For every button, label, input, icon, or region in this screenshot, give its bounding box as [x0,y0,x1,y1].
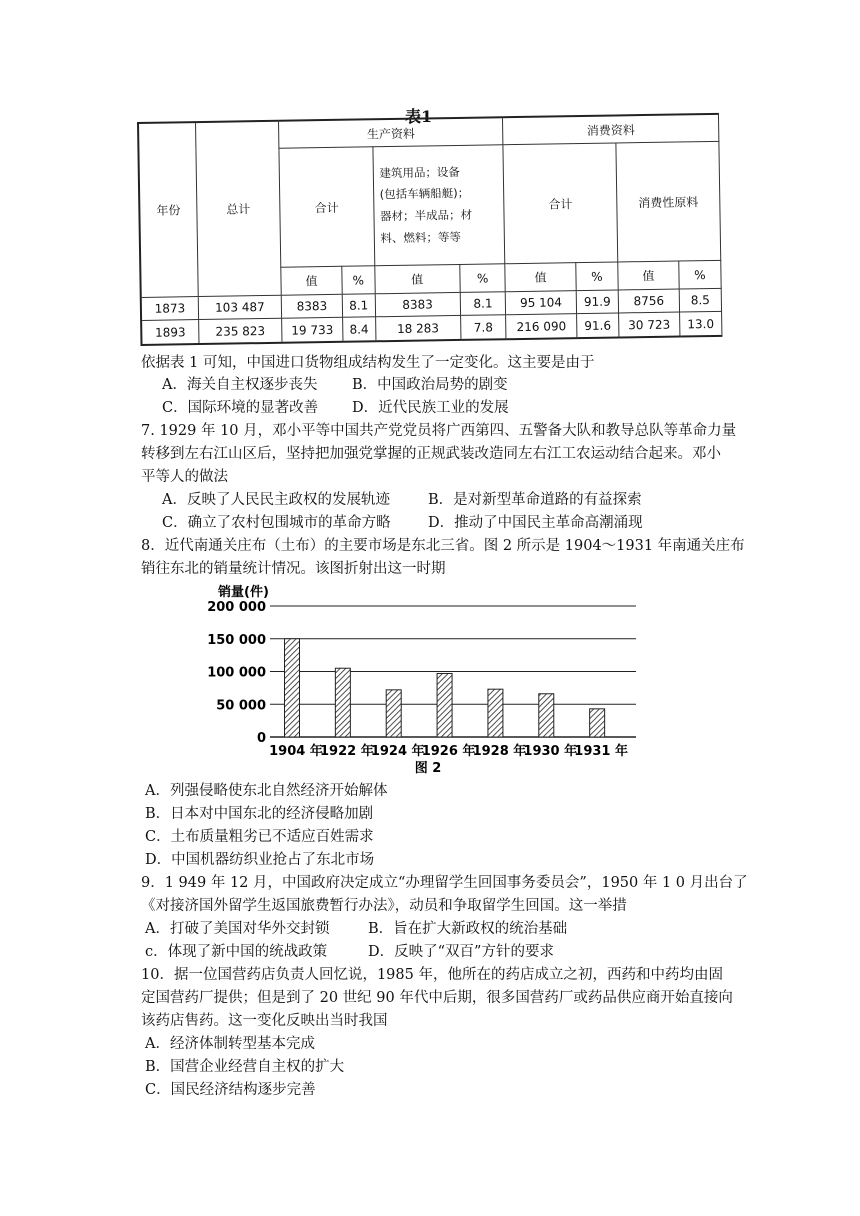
q7-option-d[interactable]: D．推动了中国民主革命高潮涌现 [428,515,643,531]
q7-option-b[interactable]: B．是对新型革命道路的有益探索 [428,492,642,508]
header-percent: % [342,266,375,294]
chart-ytick-label: 200 000 [207,600,266,615]
q8-option-d[interactable]: D．中国机器纺织业抢占了东北市场 [145,852,375,868]
q10-stem-line: 定国营药厂提供；但是到了 20 世纪 90 年代中后期，很多国营药厂或药品供应商开始直接向 [141,990,733,1006]
table-1 [137,113,722,346]
chart-xtick-label: 1931 年 [574,744,629,759]
q7-option-c[interactable]: C．确立了农村包围城市的革命方略 [162,515,391,531]
q7-stem-line: 7. 1929 年 10 月，邓小平等中国共产党党员将广西第四、五警备大队和教导总队等革命力量 [141,423,737,439]
header-percent: % [576,262,618,290]
q6-option-a[interactable]: A．海关自主权逐步丧失 [162,377,318,393]
chart-xtick-label: 1922 年 [319,744,374,759]
q8-option-b[interactable]: B．日本对中国东北的经济侵略加剧 [145,806,374,822]
chart-bar [590,709,605,737]
header-percent: % [679,261,721,289]
q8-option-c[interactable]: C．土布质量粗劣已不适应百姓需求 [145,829,374,845]
chart-xtick-label: 1930 年 [523,744,578,759]
chart-ytick-label: 150 000 [207,632,266,648]
q9-option-a[interactable]: A．打破了美国对华外交封锁 [145,921,330,937]
q10-stem-line: 该药店售药。这一变化反映出当时我国 [141,1013,388,1029]
q6-option-d[interactable]: D．近代民族工业的发展 [352,400,509,416]
chart-xtick-label: 1928 年 [472,744,527,759]
q7-stem-line: 转移到左右江山区后，坚持把加强党掌握的正规武装改造同左右江工农运动结合起来。邓小 [141,446,721,462]
chart-bar [285,639,300,737]
q10-option-b[interactable]: B．国营企业经营自主权的扩大 [145,1059,345,1075]
chart-bar [488,689,503,737]
header-value: 值 [374,265,460,294]
chart-ytick-label: 100 000 [207,665,266,681]
chart-ytick-label: 50 000 [216,698,266,714]
q9-stem-line: 《对接济国外留学生返国旅费暂行办法》，动员和争取留学生回国。这一举措 [141,898,627,914]
header-total: 总计 [196,121,282,297]
q9-option-b[interactable]: B．旨在扩大新政权的统治基础 [368,921,568,937]
q10-option-c[interactable]: C．国民经济结构逐步完善 [145,1082,316,1098]
q9-stem-line: 9．1 949 年 12 月，中国政府决定成立“办理留学生回国事务委员会”，1950 年 1 0 月出台了 [141,875,748,891]
q6-option-b[interactable]: B．中国政治局势的剧变 [352,377,508,393]
header-value: 值 [618,261,679,289]
chart-bar [539,694,554,737]
q8-stem-line: 销往东北的销量统计情况。该图折射出这一时期 [141,561,446,577]
q10-stem-line: 10．据一位国营药店负责人回忆说，1985 年，他所在的药店成立之初，西药和中药均由固 [141,967,723,983]
q9-option-d[interactable]: D．反映了“双百”方针的要求 [368,944,554,960]
q10-option-a[interactable]: A．经济体制转型基本完成 [145,1036,315,1052]
table-row: 1873 103 487 8383 8.1 8383 8.1 95 104 91.9 8756 8.5 [141,288,722,321]
header-consumption-subtotal: 合计 [503,143,617,264]
q8-stem-line: 8．近代南通关庄布（土布）的主要市场是东北三省。图 2 所示是 1904～1931 年南通关庄布 [141,538,745,554]
chart-bar [335,668,350,737]
chart-xtick-label: 1924 年 [370,744,425,759]
q6-option-c[interactable]: C．国际环境的显著改善 [162,400,319,416]
q6-stem: 依据表 1 可知，中国进口货物组成结构发生了一定变化。这主要是由于 [141,355,595,371]
header-value: 值 [505,263,576,291]
sales-bar-chart [200,576,660,776]
table-row: 1893 235 823 19 733 8.4 18 283 7.8 216 090 91.6 30 723 13.0 [141,312,722,345]
q7-stem-line: 平等人的做法 [141,469,228,485]
chart-bar [386,690,401,737]
header-production: 生产资料 [278,117,503,148]
q9-option-c[interactable]: c．体现了新中国的统战政策 [145,944,328,960]
chart-xtick-label: 1926 年 [421,744,476,759]
header-materials: 建筑用品；设备 (包括车辆船艇)； 器材；半成品；材 料、燃料；等等 [372,145,505,267]
q7-option-a[interactable]: A．反映了人民民主政权的发展轨迹 [162,492,390,508]
q8-option-a[interactable]: A．列强侵略使东北自然经济开始解体 [145,783,388,799]
chart-title: 图 2 [414,761,442,776]
chart-xtick-label: 1904 年 [269,744,323,759]
table-title: 表1 [405,107,433,126]
header-value: 值 [281,267,342,295]
chart-ytick-label: 0 [256,731,266,746]
header-production-subtotal: 合计 [279,147,374,268]
header-percent: % [460,264,506,292]
chart-ylabel: 销量(件) [218,585,269,600]
header-consumer-raw: 消费性原料 [616,141,721,262]
header-year: 年份 [138,122,198,297]
chart-bar [437,673,452,737]
header-consumption: 消费资料 [503,114,719,145]
